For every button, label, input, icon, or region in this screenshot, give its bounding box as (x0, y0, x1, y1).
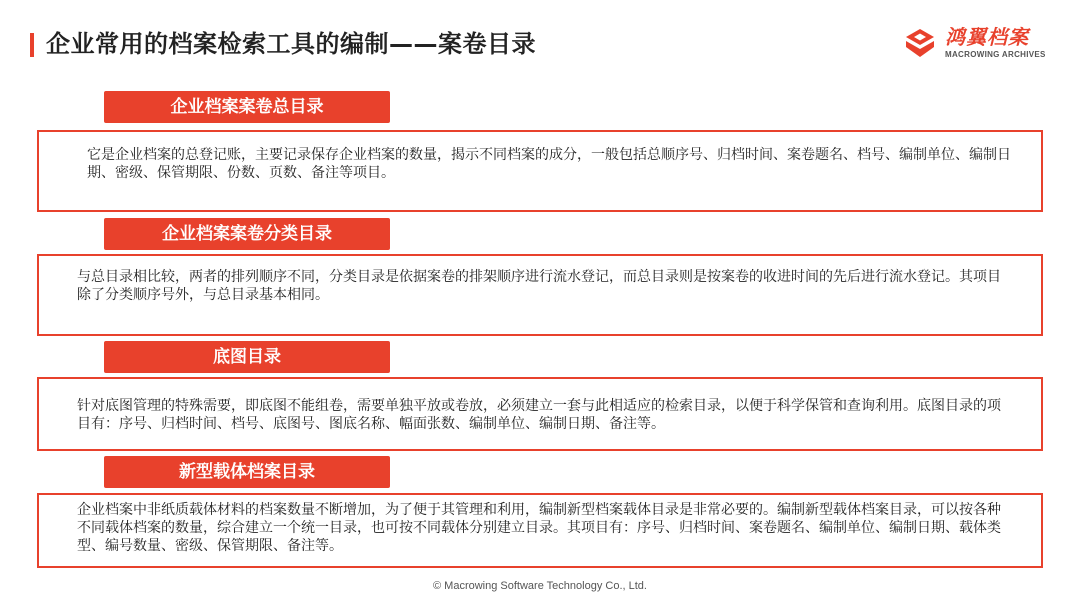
title-accent-bar (30, 33, 34, 57)
section-box-new-carrier-catalog (37, 493, 1043, 568)
section-label-general-catalog: 企业档案案卷总目录 (104, 91, 390, 123)
section-box-classified-catalog (37, 254, 1043, 336)
logo-text-cn: 鸿翼档案 (945, 25, 1029, 49)
section-text-general-catalog: 它是企业档案的总登记账，主要记录保存企业档案的数量，揭示不同档案的成分，一般包括总顺序号、归档时间、案卷题名、档号、编制单位、编制日期、密级、保管期限、份数、页数、备注等项目。 (87, 147, 1011, 181)
section-text-classified-catalog: 与总目录相比较，两者的排列顺序不同，分类目录是依据案卷的排架顺序进行流水登记，而总目录则是按案卷的收进时间的先后进行流水登记。其项目除了分类顺序号外，与总目录基本相同。 (77, 269, 1001, 303)
section-box-base-drawing-catalog (37, 377, 1043, 451)
macrowing-logo-icon (903, 26, 937, 60)
section-label-new-carrier-catalog: 新型载体档案目录 (104, 456, 390, 488)
logo-text-en: MACROWING ARCHIVES (945, 50, 1046, 59)
brand-logo (903, 24, 1053, 64)
section-label-classified-catalog: 企业档案案卷分类目录 (104, 218, 390, 250)
section-box-general-catalog (37, 130, 1043, 212)
footer-copyright: © Macrowing Software Technology Co., Ltd. (433, 580, 647, 592)
section-label-base-drawing-catalog: 底图目录 (104, 341, 390, 373)
section-text-new-carrier-catalog: 企业档案中非纸质载体材料的档案数量不断增加，为了便于其管理和利用，编制新型档案载体目录是非常必要的。编制新型载体档案目录，可以按各种不同载体档案的数量，综合建立一个统一目录，也可按不同载体分别建立目录。其项目有：序号、归档时间、案卷题名、编制单位、编制日期、载体类型、编号数量、密级、保管期限、备注等。 (77, 502, 1001, 554)
section-text-base-drawing-catalog: 针对底图管理的特殊需要，即底图不能组卷，需要单独平放或卷放，必须建立一套与此相适应的检索目录，以便于科学保管和查询利用。底图目录的项目有：序号、归档时间、档号、底图号、图底名称、幅面张数、编制单位、编制日期、备注等。 (77, 398, 1001, 432)
page-title: 企业常用的档案检索工具的编制——案卷目录 (46, 30, 536, 58)
